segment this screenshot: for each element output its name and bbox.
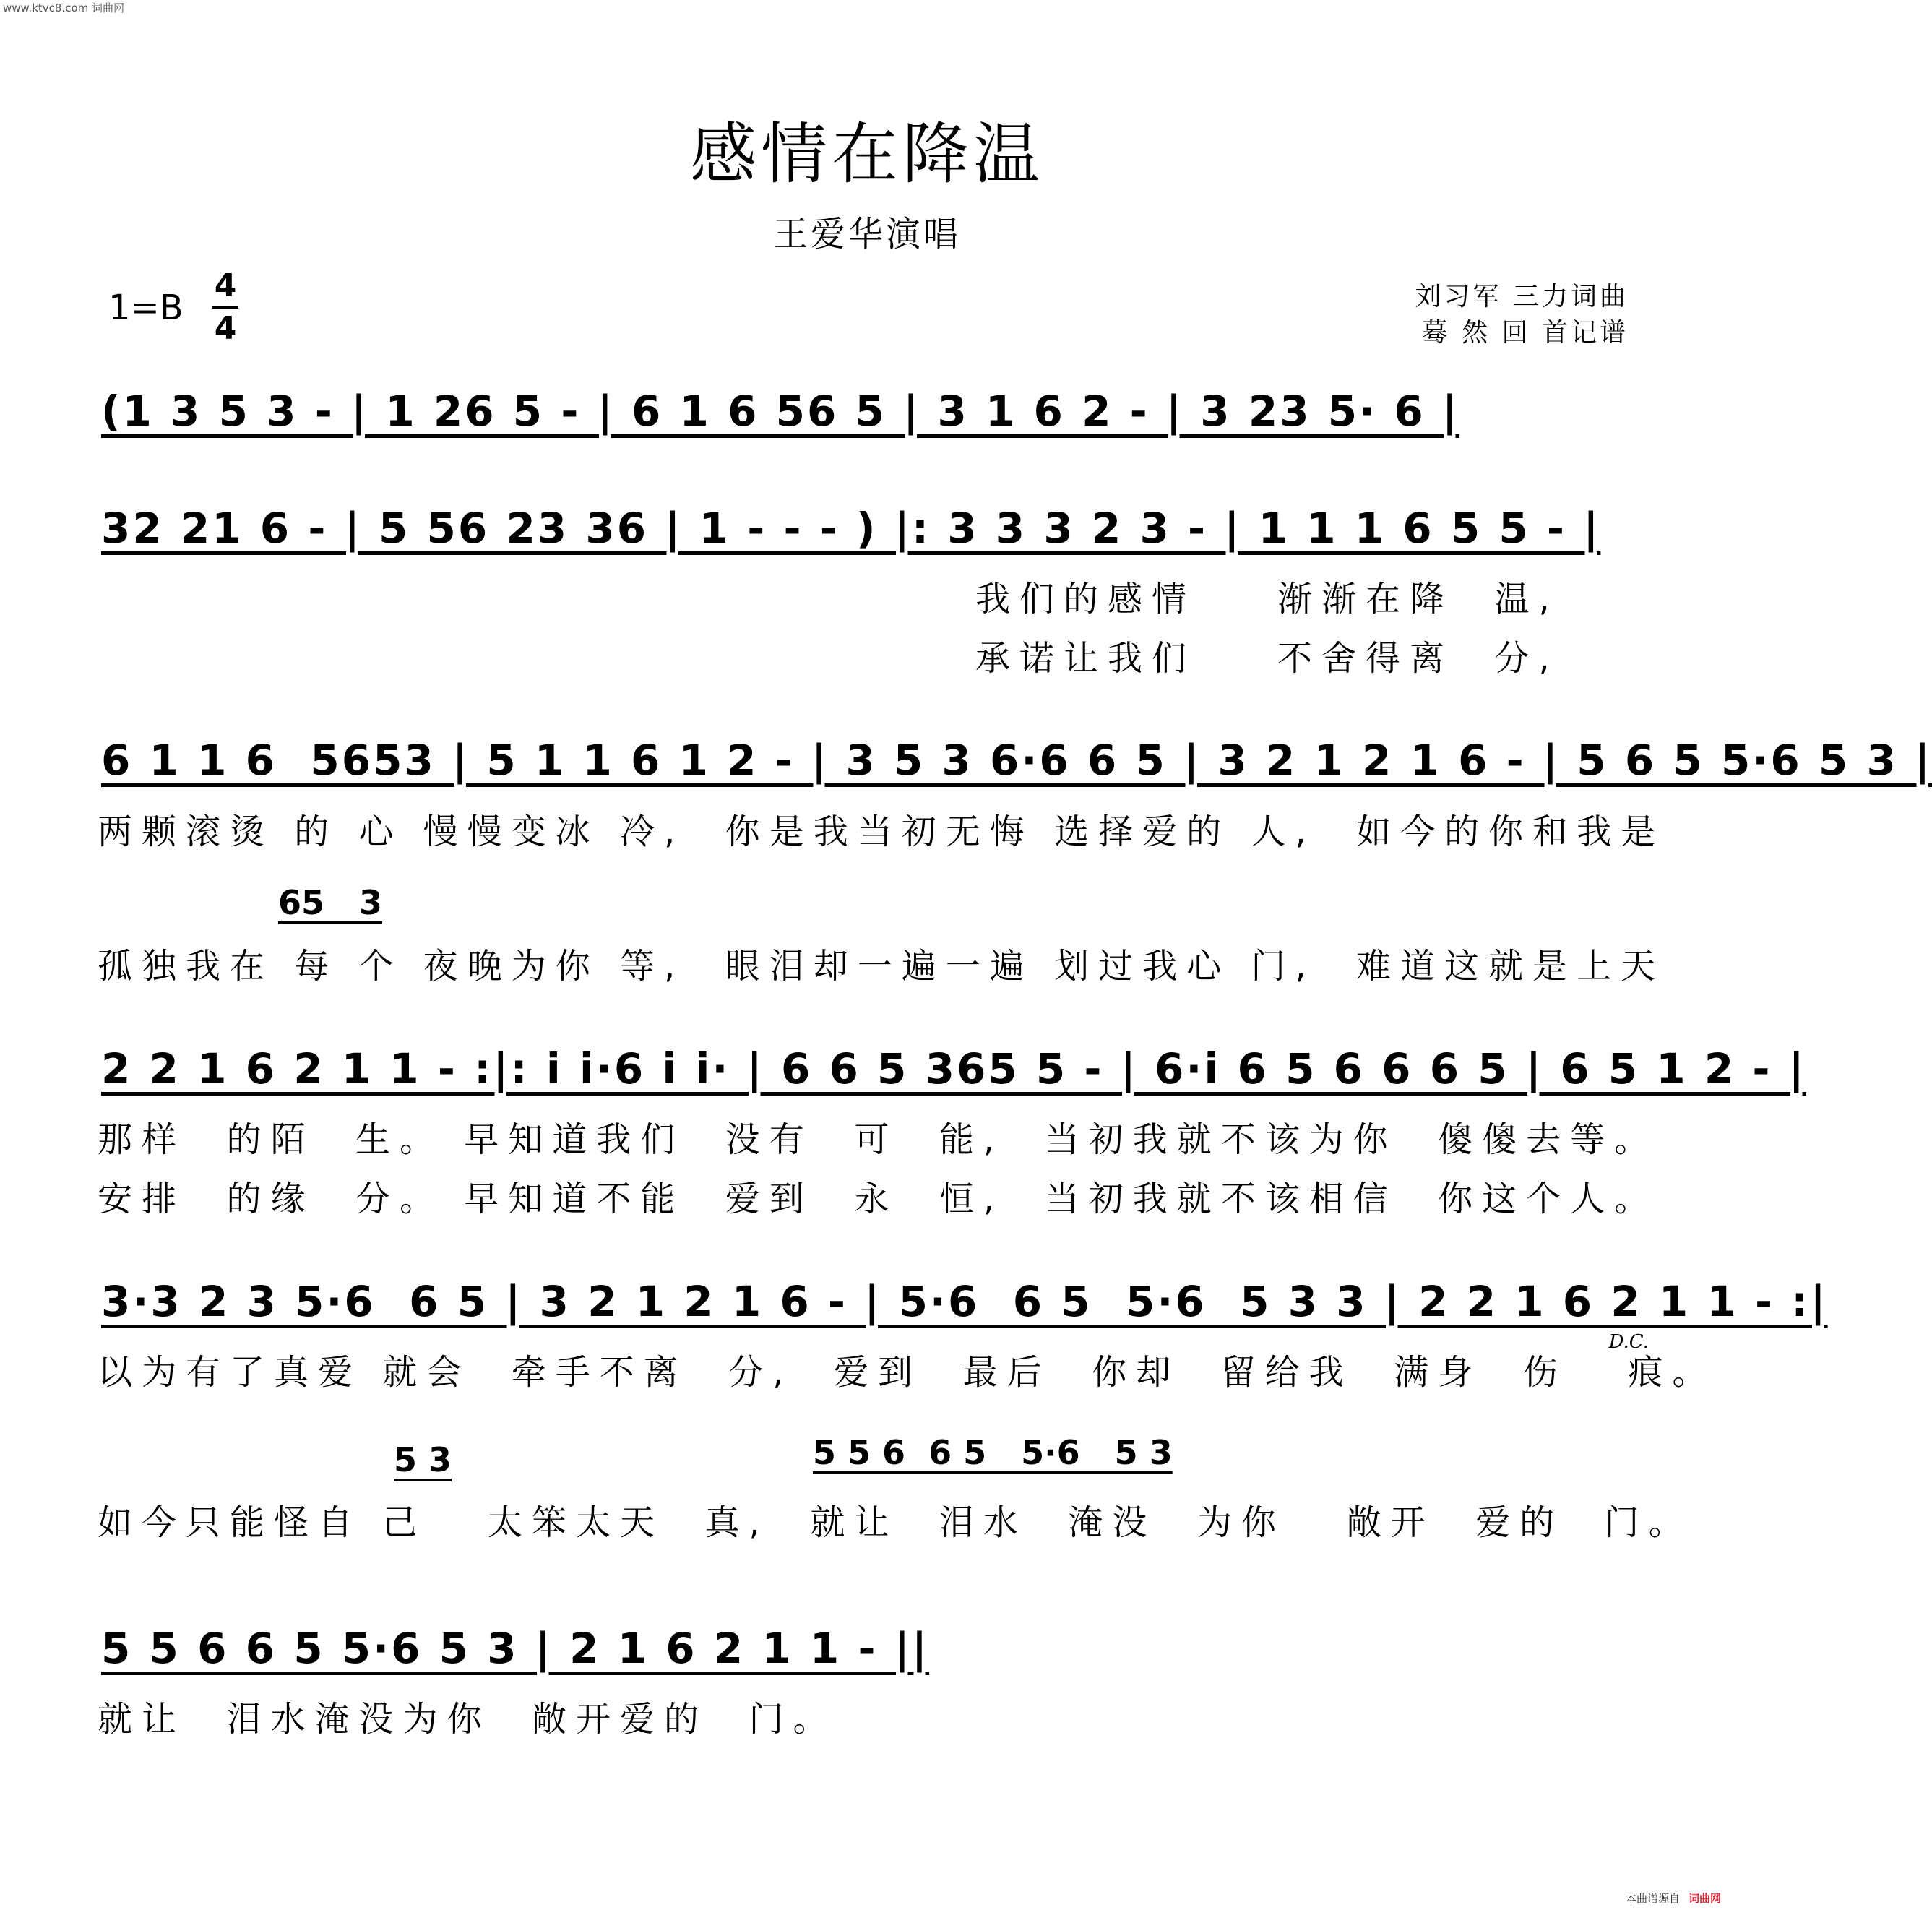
lyric-line-3-verse-1: 两颗滚烫 的 心 慢慢变冰 冷, 你是我当初无悔 选择爱的 人, 如今的你和我是 xyxy=(98,812,1665,852)
score-line-1: (1 3 5 3 - | 1 26 5 - | 6 1 6 56 5 | 3 1 6 2 - | 3 23 5· 6 | xyxy=(101,387,1460,436)
key-signature: 1=B xyxy=(108,288,184,328)
time-signature xyxy=(211,266,240,349)
lyric-line-5-verse-2: 如今只能怪自 己 太笨太天 真, 就让 泪水 淹没 为你 敞开 爱的 门。 xyxy=(98,1502,1693,1543)
site-url: www.ktvc8.com 词曲网 xyxy=(3,1,125,14)
variant-notes-line-5-a: 5 3 xyxy=(394,1440,452,1479)
time-signature-bar xyxy=(212,306,238,309)
singer-credit: 王爱华演唱 xyxy=(772,214,961,254)
lyricist-composer: 刘习军 三力词曲 xyxy=(1415,282,1629,311)
lyric-line-6: 就让 泪水淹没为你 敞开爱的 门。 xyxy=(98,1699,837,1739)
variant-notes-line-3: 65 3 xyxy=(278,883,383,922)
transcriber: 蓦 然 回 首记谱 xyxy=(1421,318,1629,348)
score-line-6: 5 5 6 6 5 5·6 5 3 | 2 1 6 2 1 1 - || xyxy=(101,1624,930,1673)
lyric-line-4-verse-1: 那样 的陌 生。 早知道我们 没有 可 能, 当初我就不该为你 傻傻去等。 xyxy=(98,1119,1659,1160)
lyric-line-3-verse-2: 孤独我在 每 个 夜晚为你 等, 眼泪却一遍一遍 划过我心 门, 难道这就是上天 xyxy=(98,946,1665,986)
score-line-5: 3·3 2 3 5·6 6 5 | 3 2 1 2 1 6 - | 5·6 6 5 5·6 5 3 3 | 2 2 1 6 2 1 1 - :| xyxy=(101,1277,1828,1326)
score-line-4: 2 2 1 6 2 1 1 - :|: i i·6 i i· | 6 6 5 365 5 - | 6·i 6 5 6 6 6 5 | 6 5 1 2 - | xyxy=(101,1044,1806,1093)
footer-brand[interactable]: 词曲网 xyxy=(1688,1892,1721,1905)
score-line-3: 6 1 1 6 5653 | 5 1 1 6 1 2 - | 3 5 3 6·6 6 5 | 3 2 1 2 1 6 - | 5 6 5 5·6 5 3 | xyxy=(101,736,1932,785)
footer-note: 本曲谱源自 xyxy=(1625,1892,1680,1905)
lyric-line-5-verse-1: 以为有了真爱 就会 牵手不离 分, 爱到 最后 你却 留给我 满身 伤 痕。 xyxy=(98,1352,1717,1393)
song-title: 感情在降温 xyxy=(689,116,1044,193)
dc-marking: D.C. xyxy=(1608,1331,1649,1353)
footer xyxy=(1618,1877,1721,1906)
lyric-line-2-verse-2: 承诺让我们 不舍得离 分, xyxy=(975,638,1559,679)
score-line-2: 32 21 6 - | 5 56 23 36 | 1 - - - ) |: 3 3 3 2 3 - | 1 1 1 6 5 5 - | xyxy=(101,504,1601,553)
lyric-line-2-verse-1: 我们的感情 渐渐在降 温, xyxy=(975,579,1559,619)
lyric-line-4-verse-2: 安排 的缘 分。 早知道不能 爱到 永 恒, 当初我就不该相信 你这个人。 xyxy=(98,1179,1659,1219)
time-signature-top: 4 xyxy=(214,267,237,304)
variant-notes-line-5-b: 5 5 6 6 5 5·6 5 3 xyxy=(813,1433,1173,1472)
time-signature-bottom: 4 xyxy=(214,310,237,347)
